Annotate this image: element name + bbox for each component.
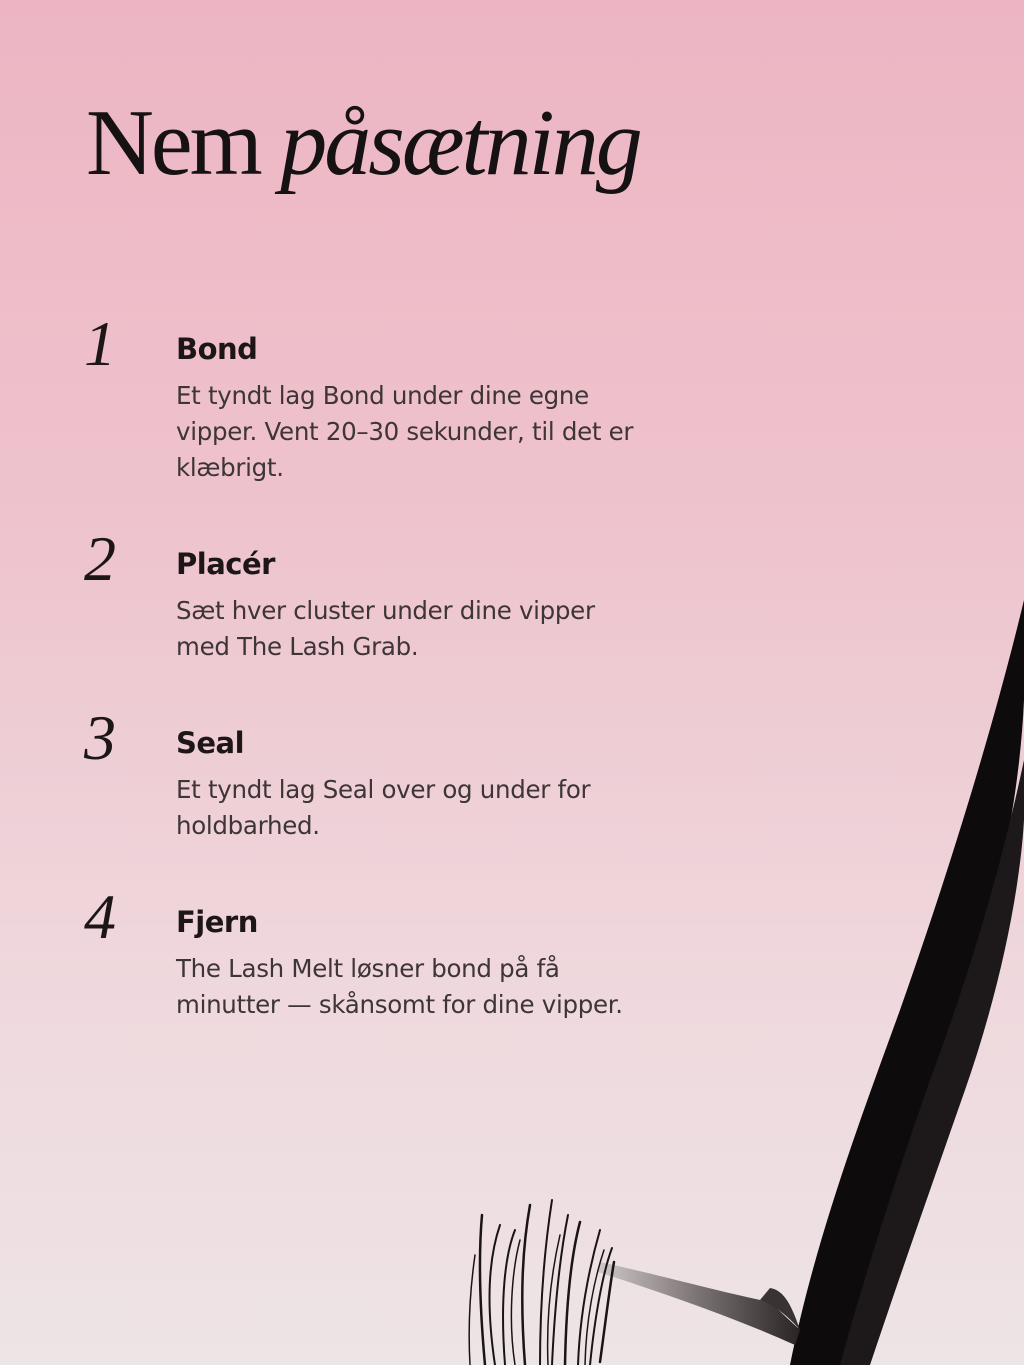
step-number: 1 (84, 308, 116, 379)
step-text: Sæt hver cluster under dine vipper med The Lash Grab. (176, 596, 595, 661)
tweezer-with-lash-cluster-icon (440, 580, 1024, 1365)
step-title: Seal (176, 726, 245, 760)
step-title: Bond (176, 332, 258, 366)
step-number: 3 (84, 702, 116, 773)
title-italic: påsætning (280, 91, 640, 195)
page-title (86, 92, 640, 195)
step-title: Fjern (176, 905, 258, 939)
step-text: Et tyndt lag Seal over og under for holdbarhed. (176, 775, 591, 840)
step-number: 4 (84, 881, 116, 952)
step-number: 2 (84, 523, 116, 594)
step-text: The Lash Melt løsner bond på få minutter — skånsomt for dine vipper. (176, 954, 623, 1019)
step-title: Placér (176, 547, 275, 581)
step-text: Et tyndt lag Bond under dine egne vipper. Vent 20–30 sekunder, til det er klæbrigt. (176, 381, 634, 482)
title-regular: Nem (86, 91, 260, 195)
